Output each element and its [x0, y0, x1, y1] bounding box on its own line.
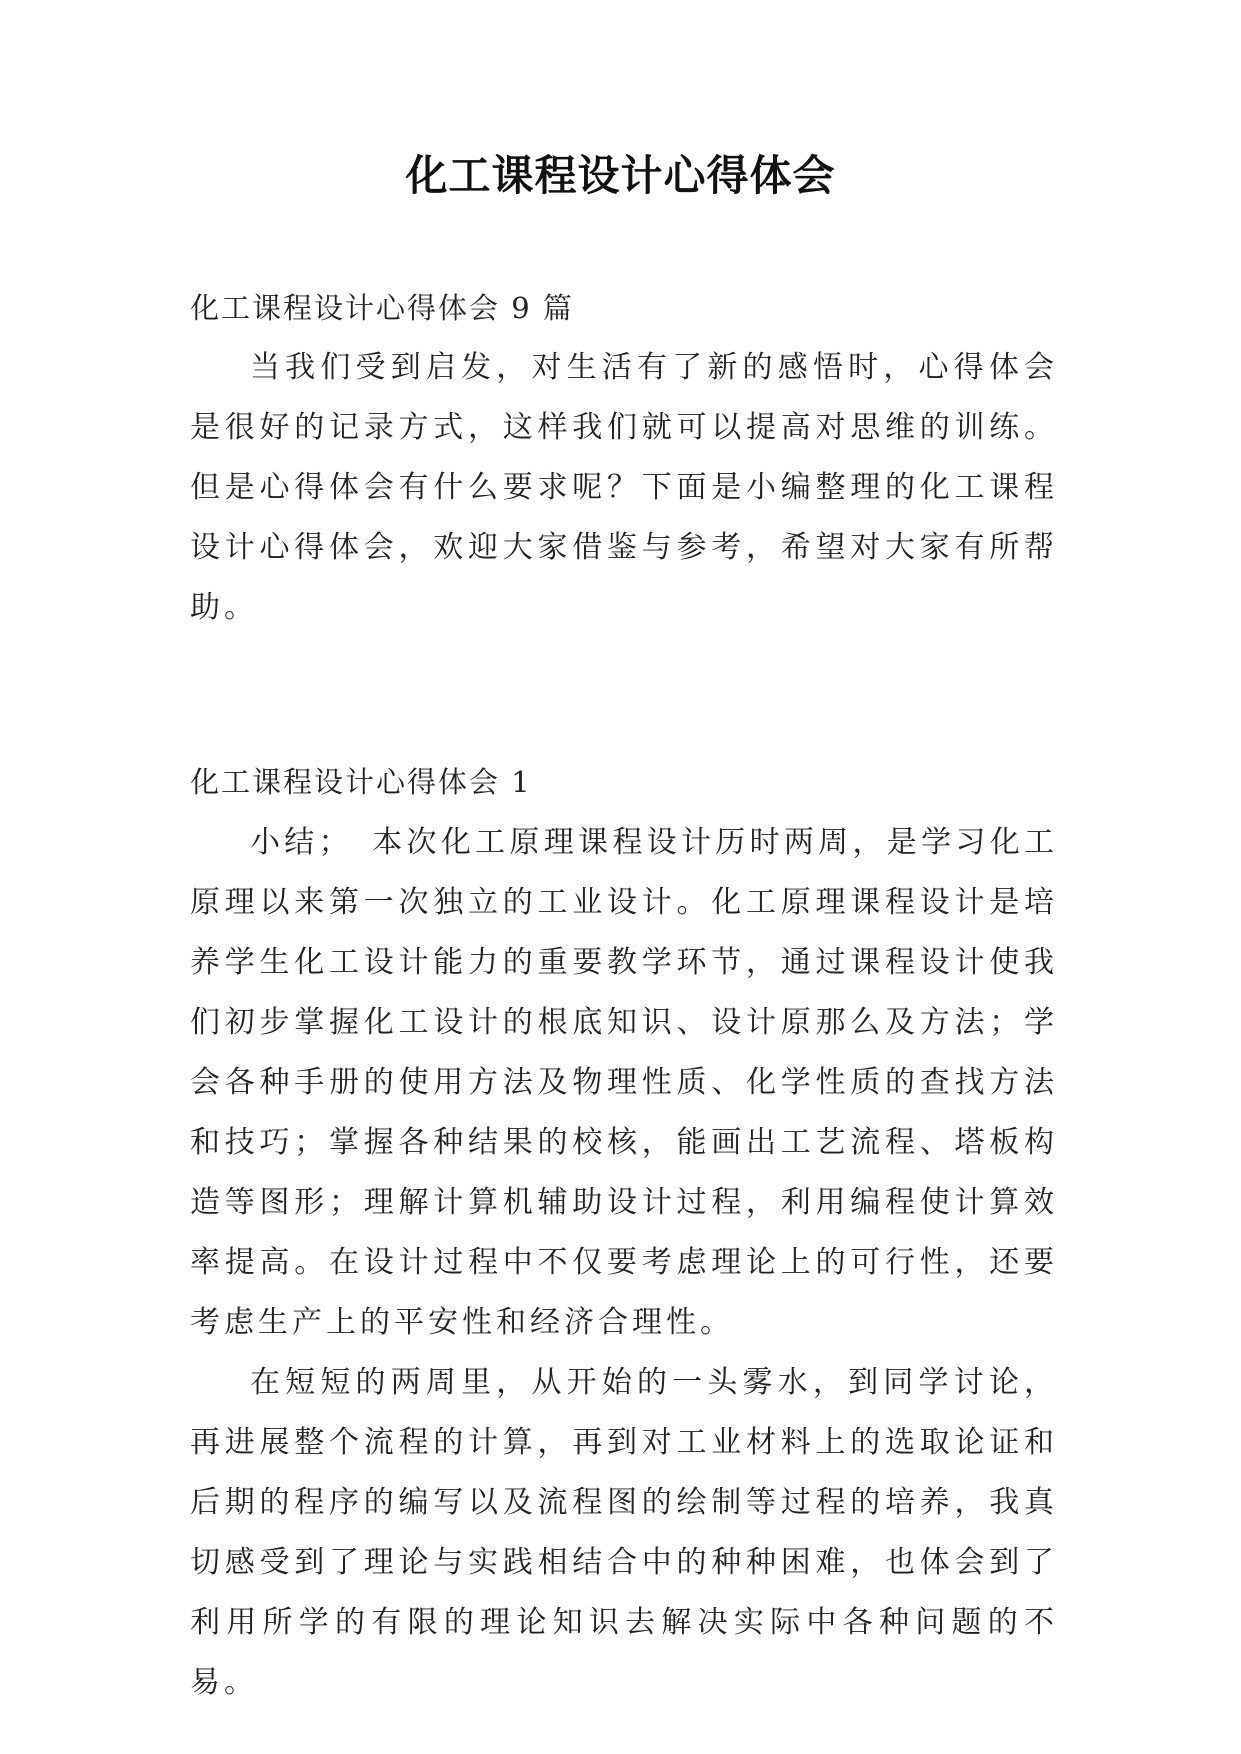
section-1 — [190, 762, 1058, 1713]
section-heading: 化工课程设计心得体会 1 — [190, 765, 532, 799]
document-subtitle: 化工课程设计心得体会 9 篇 — [190, 291, 574, 325]
intro-paragraph: 当我们受到启发，对生活有了新的感悟时，心得体会是很好的记录方式，这样我们就可以提高对思维的训练。但是心得体会有什么要求呢？下面是小编整理的化工课程设计心得体会，欢迎大家借鉴与参考，希望对大家有所帮助。 — [190, 350, 1058, 625]
section-paragraph: 小结； 本次化工原理课程设计历时两周，是学习化工原理以来第一次独立的工业设计。化工原理课程设计是培养学生化工设计能力的重要教学环节，通过课程设计使我们初步掌握化工设计的根底知识、设计原那么及方法；学会各种手册的使用方法及物理性质、化学性质的查找方法和技巧；掌握各种结果的校核，能画出工艺流程、塔板构造等图形；理解计算机辅助设计过程，利用编程使计算效率提高。在设计过程中不仅要考虑理论上的可行性，还要考虑生产上的平安性和经济合理性。 — [190, 825, 1058, 1340]
document-body — [190, 288, 1058, 1713]
section-spacer — [190, 638, 1058, 762]
section-paragraph: 在短短的两周里，从开始的一头雾水，到同学讨论，再进展整个流程的计算，再到对工业材料上的选取论证和后期的程序的编写以及流程图的绘制等过程的培养，我真切感受到了理论与实践相结合中的种种困难，也体会到了利用所学的有限的理论知识去解决实际中各种问题的不易。 — [190, 1365, 1058, 1700]
document-title: 化工课程设计心得体会 — [405, 151, 836, 200]
